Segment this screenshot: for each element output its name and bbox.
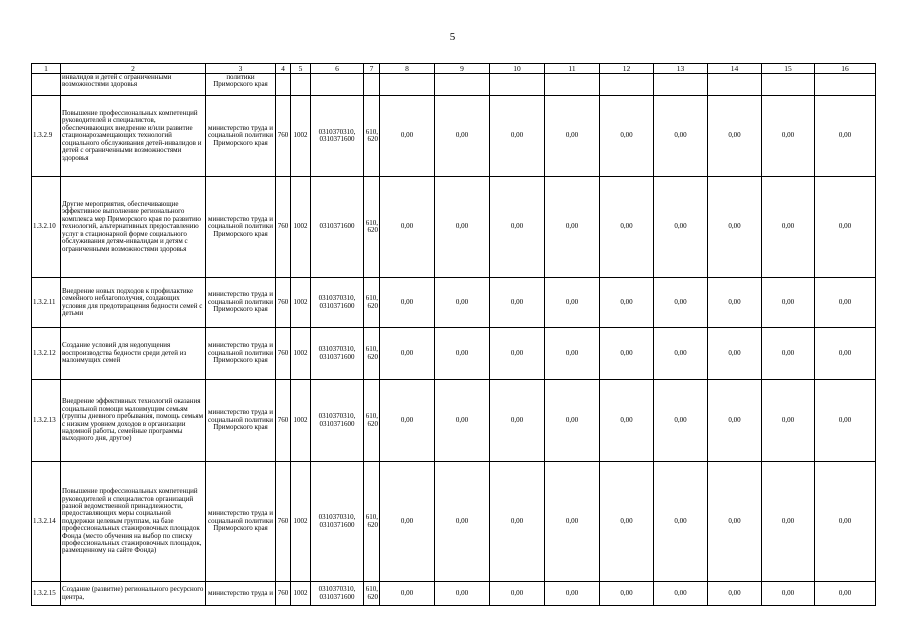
expense-type-cell: 610, 620 [364, 177, 380, 278]
table-row [32, 177, 876, 278]
value-cell: 0,00 [762, 462, 815, 582]
value-cell: 0,00 [600, 582, 654, 606]
value-cell: 0,00 [600, 462, 654, 582]
section-cell: 1002 [291, 96, 311, 177]
kvsr-cell: 760 [276, 96, 291, 177]
kvsr-cell: 760 [276, 582, 291, 606]
value-cell: 0,00 [654, 177, 708, 278]
empty-cell [708, 74, 762, 96]
expense-type-cell: 610, 620 [364, 96, 380, 177]
executor-cell: министерство труда и социальной политики Приморского края [206, 328, 276, 380]
value-cell: 0,00 [815, 278, 876, 328]
description-cell: Создание (развитие) регионального ресурсного центра, [61, 582, 206, 606]
kvsr-cell: 760 [276, 380, 291, 462]
header-cell: 12 [600, 64, 654, 74]
value-cell: 0,00 [654, 462, 708, 582]
kvsr-cell: 760 [276, 462, 291, 582]
header-cell: 10 [490, 64, 545, 74]
continuation-row [32, 74, 876, 96]
header-cell: 7 [364, 64, 380, 74]
value-cell: 0,00 [435, 462, 490, 582]
header-cell: 16 [815, 64, 876, 74]
value-cell: 0,00 [762, 328, 815, 380]
value-cell: 0,00 [490, 328, 545, 380]
value-cell: 0,00 [545, 582, 600, 606]
value-cell: 0,00 [815, 328, 876, 380]
header-cell: 6 [311, 64, 364, 74]
executor-cell: министерство труда и социальной политики Приморского края [206, 462, 276, 582]
expense-type-cell: 610, 620 [364, 328, 380, 380]
expense-type-cell: 610, 620 [364, 380, 380, 462]
expense-type-cell: 610, 620 [364, 462, 380, 582]
value-cell: 0,00 [654, 278, 708, 328]
value-cell: 0,00 [708, 177, 762, 278]
description-cell: Повышение профессиональных компетенций руководителей и специалистов, обеспечивающих внедрение и/или развитие стационарозамещающих технологий социального обслуживания детей-инвалидов и детей с ограниченными возможностями здоровья [61, 96, 206, 177]
kvsr-cell: 760 [276, 177, 291, 278]
value-cell: 0,00 [490, 278, 545, 328]
table-row [32, 582, 876, 606]
empty-cell [311, 74, 364, 96]
executor-cell: министерство труда и социальной политики Приморского края [206, 177, 276, 278]
executor-cell: министерство труда и социальной политики Приморского края [206, 278, 276, 328]
value-cell: 0,00 [762, 177, 815, 278]
value-cell: 0,00 [708, 462, 762, 582]
value-cell: 0,00 [815, 177, 876, 278]
empty-cell [815, 74, 876, 96]
value-cell: 0,00 [708, 328, 762, 380]
value-cell: 0,00 [545, 380, 600, 462]
header-cell: 9 [435, 64, 490, 74]
value-cell: 0,00 [762, 582, 815, 606]
budget-table [31, 63, 876, 606]
executor-cell: министерство труда и [206, 582, 276, 606]
section-cell: 1002 [291, 582, 311, 606]
value-cell: 0,00 [654, 96, 708, 177]
value-cell: 0,00 [815, 462, 876, 582]
value-cell: 0,00 [490, 462, 545, 582]
value-cell: 0,00 [815, 96, 876, 177]
value-cell: 0,00 [380, 582, 435, 606]
value-cell: 0,00 [600, 278, 654, 328]
value-cell: 0,00 [490, 582, 545, 606]
value-cell: 0,00 [545, 177, 600, 278]
header-cell: 11 [545, 64, 600, 74]
target-article-cell: 0310370310, 0310371600 [311, 380, 364, 462]
value-cell: 0,00 [762, 380, 815, 462]
section-cell: 1002 [291, 462, 311, 582]
description-cell: Внедрение эффективных технологий оказания социальной помощи малоимущим семьям (группы дневного пребывания, помощь семьям с низким уровнем доходов в организации надомной работы, семейные программы выходного дня, другое) [61, 380, 206, 462]
header-cell: 4 [276, 64, 291, 74]
code-cell: 1.3.2.14 [32, 462, 61, 582]
table-row [32, 380, 876, 462]
table-row [32, 462, 876, 582]
description-cell: Создание условий для недопущения воспроизводства бедности среди детей из малоимущих семей [61, 328, 206, 380]
value-cell: 0,00 [380, 380, 435, 462]
description-cell: инвалидов и детей с ограниченными возможностями здоровья [61, 74, 206, 96]
header-cell: 13 [654, 64, 708, 74]
value-cell: 0,00 [762, 278, 815, 328]
empty-cell [291, 74, 311, 96]
value-cell: 0,00 [380, 177, 435, 278]
empty-cell [654, 74, 708, 96]
description-cell: Повышение профессиональных компетенций руководителей и специалистов организаций разной ведомственной принадлежности, предоставляющих меры социальной поддержки целевым группам, на базе профессиональных стажировочных площадок Фонда (место обучения на выбор по списку профессиональных стажировочных площадок, размещенному на сайте Фонда) [61, 462, 206, 582]
value-cell: 0,00 [654, 582, 708, 606]
empty-cell [364, 74, 380, 96]
value-cell: 0,00 [490, 177, 545, 278]
description-cell: Другие мероприятия, обеспечивающие эффективное выполнение регионального комплекса мер Приморского края по развитию технологий, альтернативных предоставлению услуг в стационарной форме социального обслуживания детям-инвалидам и детям с ограниченными возможностями здоровья [61, 177, 206, 278]
section-cell: 1002 [291, 177, 311, 278]
value-cell: 0,00 [545, 96, 600, 177]
executor-cell: министерство труда и социальной политики Приморского края [206, 380, 276, 462]
table-row [32, 278, 876, 328]
value-cell: 0,00 [435, 96, 490, 177]
empty-cell [380, 74, 435, 96]
value-cell: 0,00 [654, 380, 708, 462]
header-cell: 2 [61, 64, 206, 74]
empty-cell [490, 74, 545, 96]
target-article-cell: 0310370310, 0310371600 [311, 96, 364, 177]
section-cell: 1002 [291, 380, 311, 462]
header-cell: 15 [762, 64, 815, 74]
section-cell: 1002 [291, 328, 311, 380]
value-cell: 0,00 [545, 328, 600, 380]
code-cell: 1.3.2.15 [32, 582, 61, 606]
value-cell: 0,00 [545, 462, 600, 582]
code-cell: 1.3.2.9 [32, 96, 61, 177]
expense-type-cell: 610, 620 [364, 278, 380, 328]
value-cell: 0,00 [380, 96, 435, 177]
target-article-cell: 0310370310, 0310371600 [311, 582, 364, 606]
value-cell: 0,00 [600, 96, 654, 177]
header-cell: 8 [380, 64, 435, 74]
empty-cell [435, 74, 490, 96]
value-cell: 0,00 [708, 380, 762, 462]
value-cell: 0,00 [600, 177, 654, 278]
value-cell: 0,00 [545, 278, 600, 328]
value-cell: 0,00 [600, 328, 654, 380]
value-cell: 0,00 [380, 462, 435, 582]
section-cell: 1002 [291, 278, 311, 328]
value-cell: 0,00 [380, 278, 435, 328]
value-cell: 0,00 [435, 328, 490, 380]
code-cell: 1.3.2.11 [32, 278, 61, 328]
code-cell [32, 74, 61, 96]
value-cell: 0,00 [762, 96, 815, 177]
page-number: 5 [449, 31, 456, 43]
value-cell: 0,00 [708, 278, 762, 328]
kvsr-cell: 760 [276, 278, 291, 328]
header-cell: 3 [206, 64, 276, 74]
executor-cell: политики Приморского края [206, 74, 276, 96]
target-article-cell: 0310370310, 0310371600 [311, 462, 364, 582]
target-article-cell: 0310371600 [311, 177, 364, 278]
value-cell: 0,00 [435, 177, 490, 278]
empty-cell [545, 74, 600, 96]
table-row [32, 96, 876, 177]
value-cell: 0,00 [435, 380, 490, 462]
target-article-cell: 0310370310, 0310371600 [311, 328, 364, 380]
value-cell: 0,00 [435, 278, 490, 328]
code-cell: 1.3.2.13 [32, 380, 61, 462]
target-article-cell: 0310370310, 0310371600 [311, 278, 364, 328]
value-cell: 0,00 [815, 582, 876, 606]
empty-cell [276, 74, 291, 96]
header-cell: 1 [32, 64, 61, 74]
description-cell: Внедрение новых подходов к профилактике семейного неблагополучия, создающих условия для предотвращения бедности семей с детьми [61, 278, 206, 328]
expense-type-cell: 610, 620 [364, 582, 380, 606]
value-cell: 0,00 [380, 328, 435, 380]
header-cell: 14 [708, 64, 762, 74]
header-cell: 5 [291, 64, 311, 74]
value-cell: 0,00 [435, 582, 490, 606]
value-cell: 0,00 [490, 380, 545, 462]
table-row [32, 328, 876, 380]
value-cell: 0,00 [600, 380, 654, 462]
empty-cell [762, 74, 815, 96]
value-cell: 0,00 [490, 96, 545, 177]
value-cell: 0,00 [654, 328, 708, 380]
empty-cell [600, 74, 654, 96]
value-cell: 0,00 [708, 96, 762, 177]
value-cell: 0,00 [708, 582, 762, 606]
header-row [32, 64, 876, 74]
executor-cell: министерство труда и социальной политики Приморского края [206, 96, 276, 177]
value-cell: 0,00 [815, 380, 876, 462]
kvsr-cell: 760 [276, 328, 291, 380]
code-cell: 1.3.2.10 [32, 177, 61, 278]
code-cell: 1.3.2.12 [32, 328, 61, 380]
